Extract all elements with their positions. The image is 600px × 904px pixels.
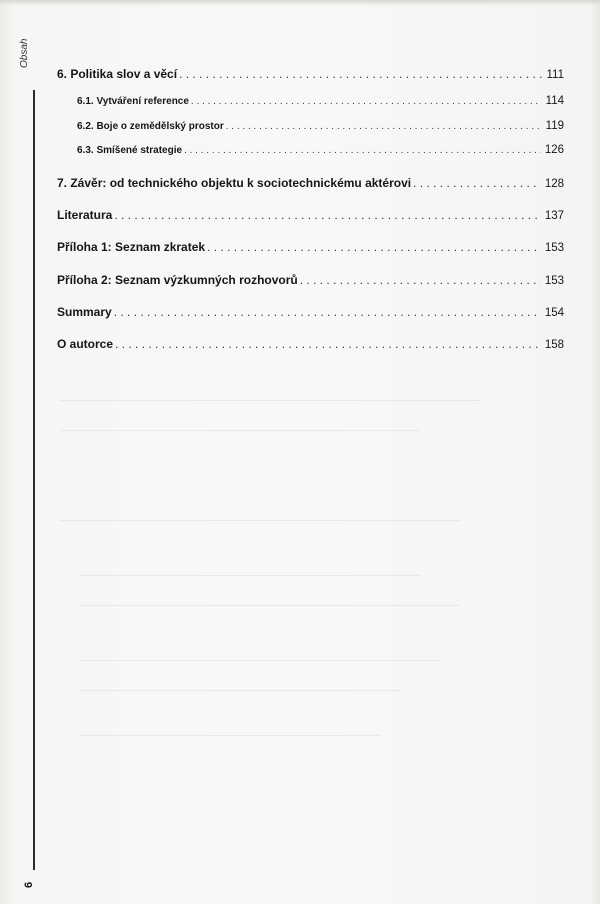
toc-dot-leader [226,121,542,132]
toc-entry-page: 158 [544,339,564,351]
toc-entry-title: 6. Politika slov a věcí [57,67,178,81]
margin-rule [33,90,35,870]
toc-entry-title: O autorce [57,337,114,351]
running-head: Obsah [19,38,30,68]
toc-dot-leader [114,305,541,319]
toc-entry-page: 153 [544,242,564,254]
toc-dot-leader [413,176,541,190]
toc-entry-page: 128 [544,178,564,190]
page-edge-shadow [0,0,600,6]
toc-entry-page: 153 [544,275,564,287]
toc-entry-page: 137 [544,210,564,222]
toc-entry [57,240,564,254]
toc-entry-page: 111 [546,69,564,81]
toc-dot-leader [179,67,542,81]
toc-entry [77,144,564,156]
toc-entry-title: 6.2. Boje o zemědělský prostor [77,121,224,132]
toc-entry [77,95,564,107]
toc-dot-leader [184,145,541,156]
toc-entry-title: Literatura [57,208,113,222]
page-number: 6 [23,881,35,888]
toc-entry-title: 7. Závěr: od technického objektu k sociotechnickému aktérovi [57,176,412,190]
toc-entry-title: Summary [57,305,112,319]
toc-dot-leader [191,96,542,107]
toc-entry [57,305,564,319]
toc-entry [77,120,564,132]
toc-dot-leader [207,240,541,254]
toc-entry-page: 154 [544,307,564,319]
toc-entry [57,273,564,287]
toc-entry-title: 6.3. Smíšené strategie [77,145,183,156]
toc-entry-title: 6.1. Vytváření reference [77,96,189,107]
toc-dot-leader [115,337,541,351]
toc-entry [57,67,564,81]
toc-entry [57,208,564,222]
toc-dot-leader [114,208,540,222]
toc-entry-page: 114 [545,95,564,107]
toc-entry [57,337,564,351]
toc-entry-page: 119 [545,120,564,132]
toc-entry-title: Příloha 2: Seznam výzkumných rozhovorů [57,273,298,287]
toc-entry [57,176,564,190]
toc-entry-title: Příloha 1: Seznam zkratek [57,240,206,254]
toc-entry-page: 126 [544,144,564,156]
toc-dot-leader [300,273,541,287]
